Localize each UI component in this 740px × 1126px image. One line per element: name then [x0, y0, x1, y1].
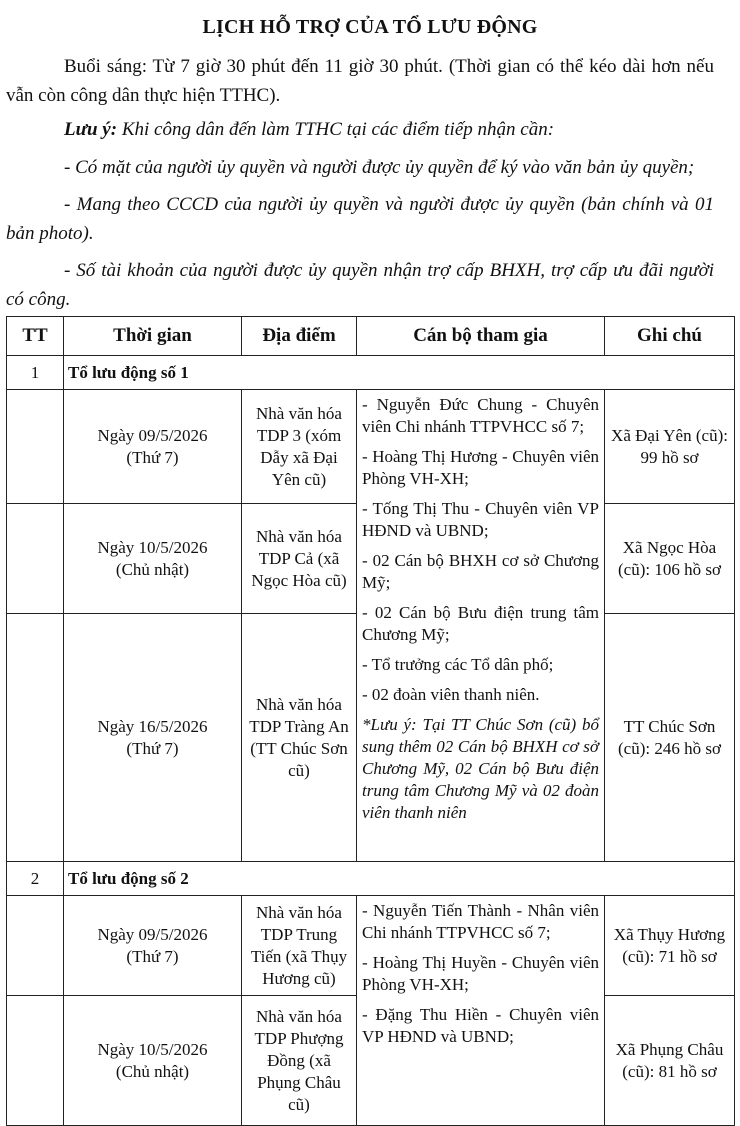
tt-cell: [7, 614, 64, 862]
place-cell: Nhà văn hóa TDP Trung Tiến (xã Thụy Hương cũ): [242, 896, 357, 996]
staff-item: - 02 đoàn viên thanh niên.: [362, 685, 540, 704]
date-text: Ngày 16/5/2026: [97, 716, 208, 736]
time-cell: [64, 390, 242, 504]
place-cell: Nhà văn hóa TDP Tràng An (TT Chúc Sơn cũ): [242, 614, 357, 862]
time-cell: [64, 896, 242, 996]
table-row: [7, 896, 735, 996]
group-name: Tổ lưu động số 1: [64, 356, 735, 390]
staff-item: - Nguyễn Đức Chung - Chuyên viên Chi nhánh TTPVHCC số 7;: [362, 395, 599, 436]
place-cell: Nhà văn hóa TDP Phượng Đồng (xã Phụng Châu cũ): [242, 996, 357, 1126]
table-row: [7, 390, 735, 504]
weekday-text: (Chủ nhật): [115, 559, 190, 579]
note-bullet-1: - Có mặt của người ủy quyền và người được ủy quyền để ký vào văn bản ủy quyền;: [64, 157, 695, 178]
header-staff: Cán bộ tham gia: [357, 317, 605, 356]
group-number: 1: [7, 356, 64, 390]
staff-item: - 02 Cán bộ BHXH cơ sở Chương Mỹ;: [362, 551, 599, 592]
staff-item: - Hoàng Thị Huyền - Chuyên viên Phòng VH-XH;: [362, 953, 599, 994]
note-cell: TT Chúc Sơn (cũ): 246 hồ sơ: [605, 614, 735, 862]
note-text: Khi công dân đến làm TTHC tại các điểm tiếp nhận cần:: [117, 119, 555, 140]
tt-cell: [7, 504, 64, 614]
group-row: [7, 356, 735, 390]
date-text: Ngày 09/5/2026: [97, 425, 208, 445]
note-cell: Xã Ngọc Hòa (cũ): 106 hồ sơ: [605, 504, 735, 614]
tt-cell: [7, 896, 64, 996]
staff-item: - Đặng Thu Hiền - Chuyên viên VP HĐND và UBND;: [362, 1005, 599, 1046]
staff-cell: [357, 896, 605, 1126]
date-text: Ngày 10/5/2026: [97, 537, 208, 557]
header-place: Địa điểm: [242, 317, 357, 356]
staff-item: - Nguyễn Tiến Thành - Nhân viên Chi nhánh TTPVHCC số 7;: [362, 901, 599, 942]
staff-item: - Tổ trưởng các Tổ dân phố;: [362, 655, 554, 674]
staff-item: - Hoàng Thị Hương - Chuyên viên Phòng VH-XH;: [362, 447, 599, 488]
document-title: LỊCH HỖ TRỢ CỦA TỔ LƯU ĐỘNG: [202, 16, 538, 38]
time-cell: [64, 614, 242, 862]
weekday-text: (Thứ 7): [126, 946, 179, 966]
staff-cell: [357, 390, 605, 862]
place-cell: Nhà văn hóa TDP 3 (xóm Dẫy xã Đại Yên cũ): [242, 390, 357, 504]
note-label: Lưu ý:: [64, 119, 118, 140]
date-text: Ngày 09/5/2026: [97, 924, 208, 944]
table-header-row: [7, 317, 735, 356]
header-note: Ghi chú: [605, 317, 735, 356]
note-cell: Xã Đại Yên (cũ): 99 hồ sơ: [605, 390, 735, 504]
staff-item: - 02 Cán bộ Bưu điện trung tâm Chương Mỹ;: [362, 603, 599, 644]
header-time: Thời gian: [64, 317, 242, 356]
group-number: 2: [7, 862, 64, 896]
date-text: Ngày 10/5/2026: [97, 1039, 208, 1059]
weekday-text: (Chủ nhật): [115, 1061, 190, 1081]
tt-cell: [7, 390, 64, 504]
time-cell: [64, 996, 242, 1126]
time-cell: [64, 504, 242, 614]
header-tt: TT: [7, 317, 64, 356]
group-name: Tổ lưu động số 2: [64, 862, 735, 896]
note-cell: Xã Phụng Châu (cũ): 81 hồ sơ: [605, 996, 735, 1126]
schedule-table: [6, 316, 735, 1126]
weekday-text: (Thứ 7): [126, 738, 179, 758]
note-cell: Xã Thụy Hương (cũ): 71 hồ sơ: [605, 896, 735, 996]
note-bullet-2: - Mang theo CCCD của người ủy quyền và người được ủy quyền (bản chính và 01 bản photo).: [6, 194, 714, 244]
weekday-text: (Thứ 7): [126, 447, 179, 467]
place-cell: Nhà văn hóa TDP Cả (xã Ngọc Hòa cũ): [242, 504, 357, 614]
group-row: [7, 862, 735, 896]
tt-cell: [7, 996, 64, 1126]
note-intro: [6, 115, 714, 144]
morning-schedule: Buổi sáng: Từ 7 giờ 30 phút đến 11 giờ 30 phút. (Thời gian có thể kéo dài hơn nếu vẫn còn công dân thực hiện TTHC).: [6, 56, 714, 106]
staff-item: - Tống Thị Thu - Chuyên viên VP HĐND và UBND;: [362, 499, 599, 540]
staff-note: *Lưu ý: Tại TT Chúc Sơn (cũ) bổ sung thêm 02 Cán bộ BHXH cơ sở Chương Mỹ, 02 Cán bộ Bưu điện trung tâm Chương Mỹ và 02 đoàn viên thanh niên: [362, 715, 599, 822]
note-bullet-3: - Số tài khoản của người được ủy quyền nhận trợ cấp BHXH, trợ cấp ưu đãi người có công.: [6, 260, 714, 310]
